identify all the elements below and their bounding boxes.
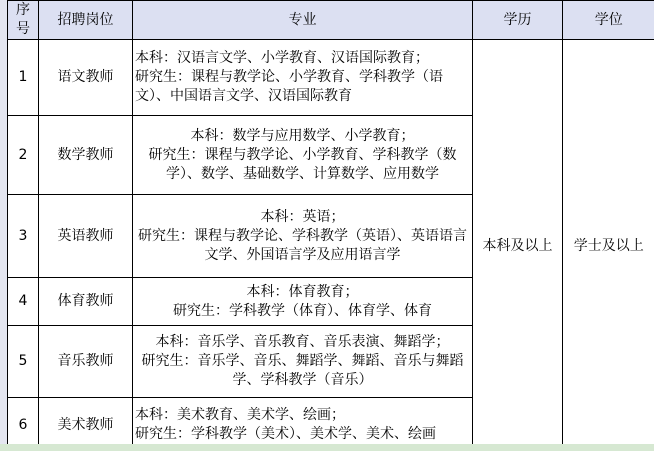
cell-position: 数学教师 bbox=[39, 116, 133, 195]
major-graduate-line: 研究生：课程与教学论、小学教育、学科教学（语文）、中国语言文学、汉语国际教育 bbox=[135, 69, 443, 104]
cell-serial-number: 1 bbox=[8, 40, 39, 116]
header-education: 学历 bbox=[473, 1, 563, 40]
recruitment-table bbox=[7, 0, 654, 451]
cell-major bbox=[133, 398, 473, 451]
left-margin-strip bbox=[0, 0, 7, 444]
header-major: 专业 bbox=[133, 1, 473, 40]
cell-position: 美术教师 bbox=[39, 398, 133, 451]
cell-major bbox=[133, 195, 473, 278]
header-degree: 学位 bbox=[563, 1, 654, 40]
cell-major bbox=[133, 278, 473, 326]
major-graduate-line: 研究生：学科教学（美术）、美术学、美术、绘画 bbox=[135, 426, 436, 442]
cell-serial-number: 4 bbox=[8, 278, 39, 326]
major-undergraduate-line: 本科：音乐学、音乐教育、音乐表演、舞蹈学； bbox=[155, 334, 450, 350]
major-graduate-line: 研究生：课程与教学论、小学教育、学科教学（数学）、数学、基础数学、计算数学、应用数学 bbox=[148, 146, 457, 182]
cell-position: 音乐教师 bbox=[39, 326, 133, 398]
cell-major bbox=[133, 116, 473, 195]
major-undergraduate-line: 本科：美术教育、美术学、绘画； bbox=[135, 407, 345, 423]
cell-serial-number: 2 bbox=[8, 116, 39, 195]
cell-position: 语文教师 bbox=[39, 40, 133, 116]
cell-position: 体育教师 bbox=[39, 278, 133, 326]
header-serial-number: 序号 bbox=[8, 1, 39, 40]
major-undergraduate-line: 本科：英语； bbox=[260, 208, 345, 225]
header-position: 招聘岗位 bbox=[39, 1, 133, 40]
cell-major bbox=[133, 326, 473, 398]
cell-degree-merged: 学士及以上 bbox=[563, 40, 654, 451]
cell-serial-number: 5 bbox=[8, 326, 39, 398]
cell-position: 英语教师 bbox=[39, 195, 133, 278]
major-graduate-line: 研究生：学科教学（体育）、体育学、体育 bbox=[173, 302, 432, 319]
bottom-green-strip bbox=[0, 444, 654, 451]
cell-major bbox=[133, 40, 473, 116]
cell-education-merged: 本科及以上 bbox=[473, 40, 563, 451]
major-undergraduate-line: 本科：数学与应用数学、小学教育； bbox=[190, 127, 415, 144]
table-row bbox=[8, 40, 654, 116]
major-undergraduate-line: 本科：体育教育； bbox=[246, 283, 359, 300]
cell-serial-number: 3 bbox=[8, 195, 39, 278]
major-undergraduate-line: 本科：汉语言文学、小学教育、汉语国际教育； bbox=[135, 50, 429, 66]
major-graduate-line: 研究生：课程与教学论、学科教学（英语）、英语语言文学、外国语言学及应用语言学 bbox=[138, 227, 467, 263]
major-graduate-line: 研究生：音乐学、音乐、舞蹈学、舞蹈、音乐与舞蹈学、学科教学（音乐） bbox=[141, 353, 464, 388]
header-row bbox=[8, 1, 654, 40]
cell-serial-number: 6 bbox=[8, 398, 39, 451]
